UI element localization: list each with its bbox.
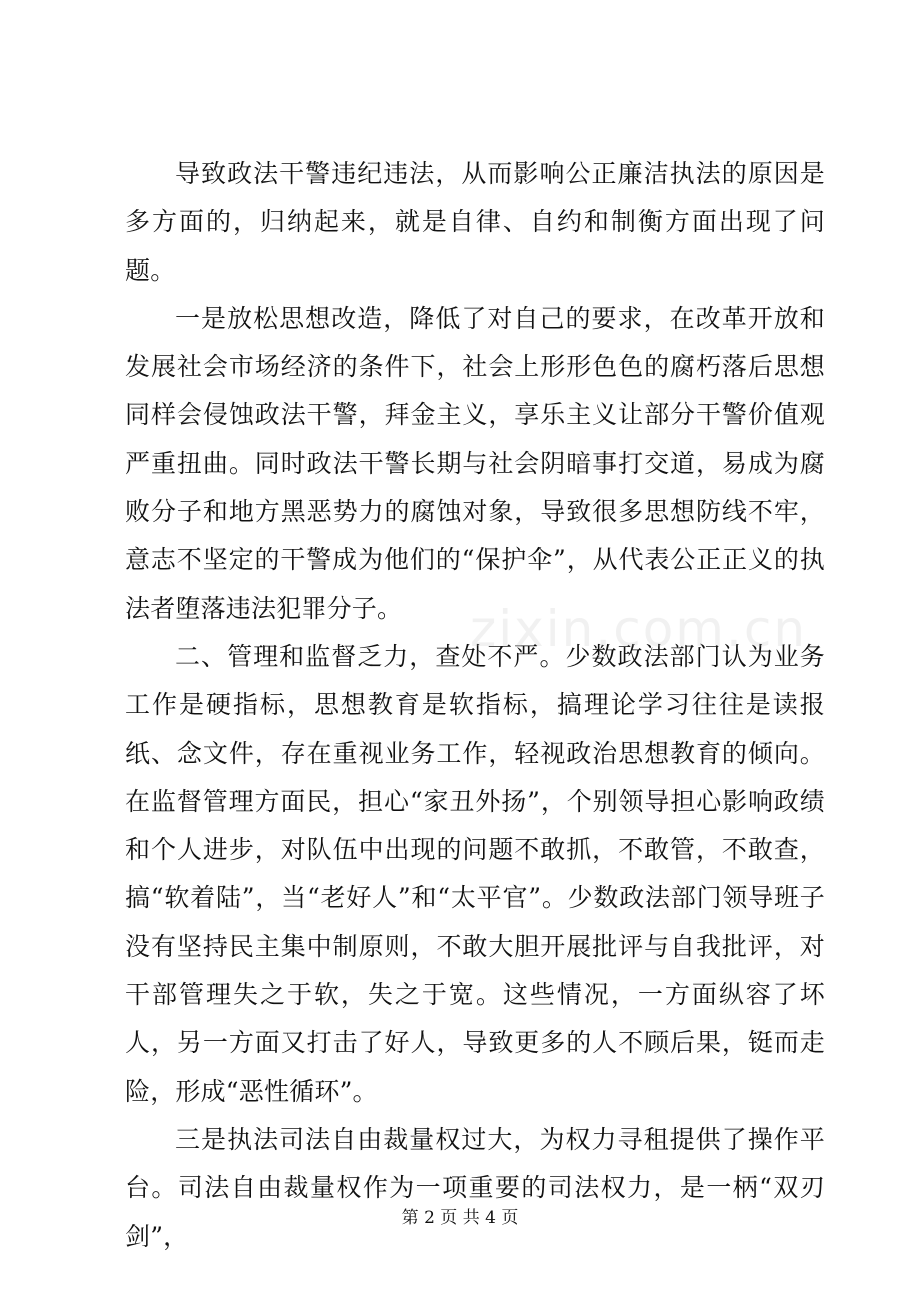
paragraph-intro: 导致政法干警违纪违法，从而影响公正廉洁执法的原因是多方面的，归纳起来，就是自律、自约和制衡方面出现了问题。 [125, 159, 825, 285]
paragraph-point-three: 三是执法司法自由裁量权过大，为权力寻租提供了操作平台。司法自由裁量权作为一项重要的司法权力，是一柄“双刃剑”， [125, 1124, 825, 1251]
page-footer: 第 2 页 共 4 页 [401, 1208, 519, 1228]
watermark: zixin.com.cn [470, 600, 808, 658]
paragraph-point-one: 一是放松思想改造，降低了对自己的要求，在改革开放和发展社会市场经济的条件下，社会上形形色色的腐朽落后思想同样会侵蚀政法干警，拜金主义，享乐主义让部分干警价值观严重扭曲。同时政法干警长期与社会阴暗事打交道，易成为腐败分子和地方黑恶势力的腐蚀对象，导致很多思想防线不牢，意志不坚定的干警成为他们的“保护伞”，从代表公正正义的执法者堕落违法犯罪分子。 [125, 303, 825, 623]
body-text [125, 150, 825, 1261]
paragraph-point-two: 二、管理和监督乏力，查处不严。少数政法部门认为业务工作是硬指标，思想教育是软指标，搞理论学习往往是读报纸、念文件，存在重视业务工作，轻视政治思想教育的倾向。在监督管理方面民，担心“家丑外扬”，个别领导担心影响政绩和个人进步，对队伍中出现的问题不敢抓，不敢管，不敢查，搞“软着陆”，当“老好人”和“太平官”。少数政法部门领导班子没有坚持民主集中制原则，不敢大胆开展批评与自我批评，对干部管理失之于软，失之于宽。这些情况，一方面纵容了坏人，另一方面又打击了好人，导致更多的人不顾后果，铤而走险，形成“恶性循环”。 [125, 641, 825, 1106]
